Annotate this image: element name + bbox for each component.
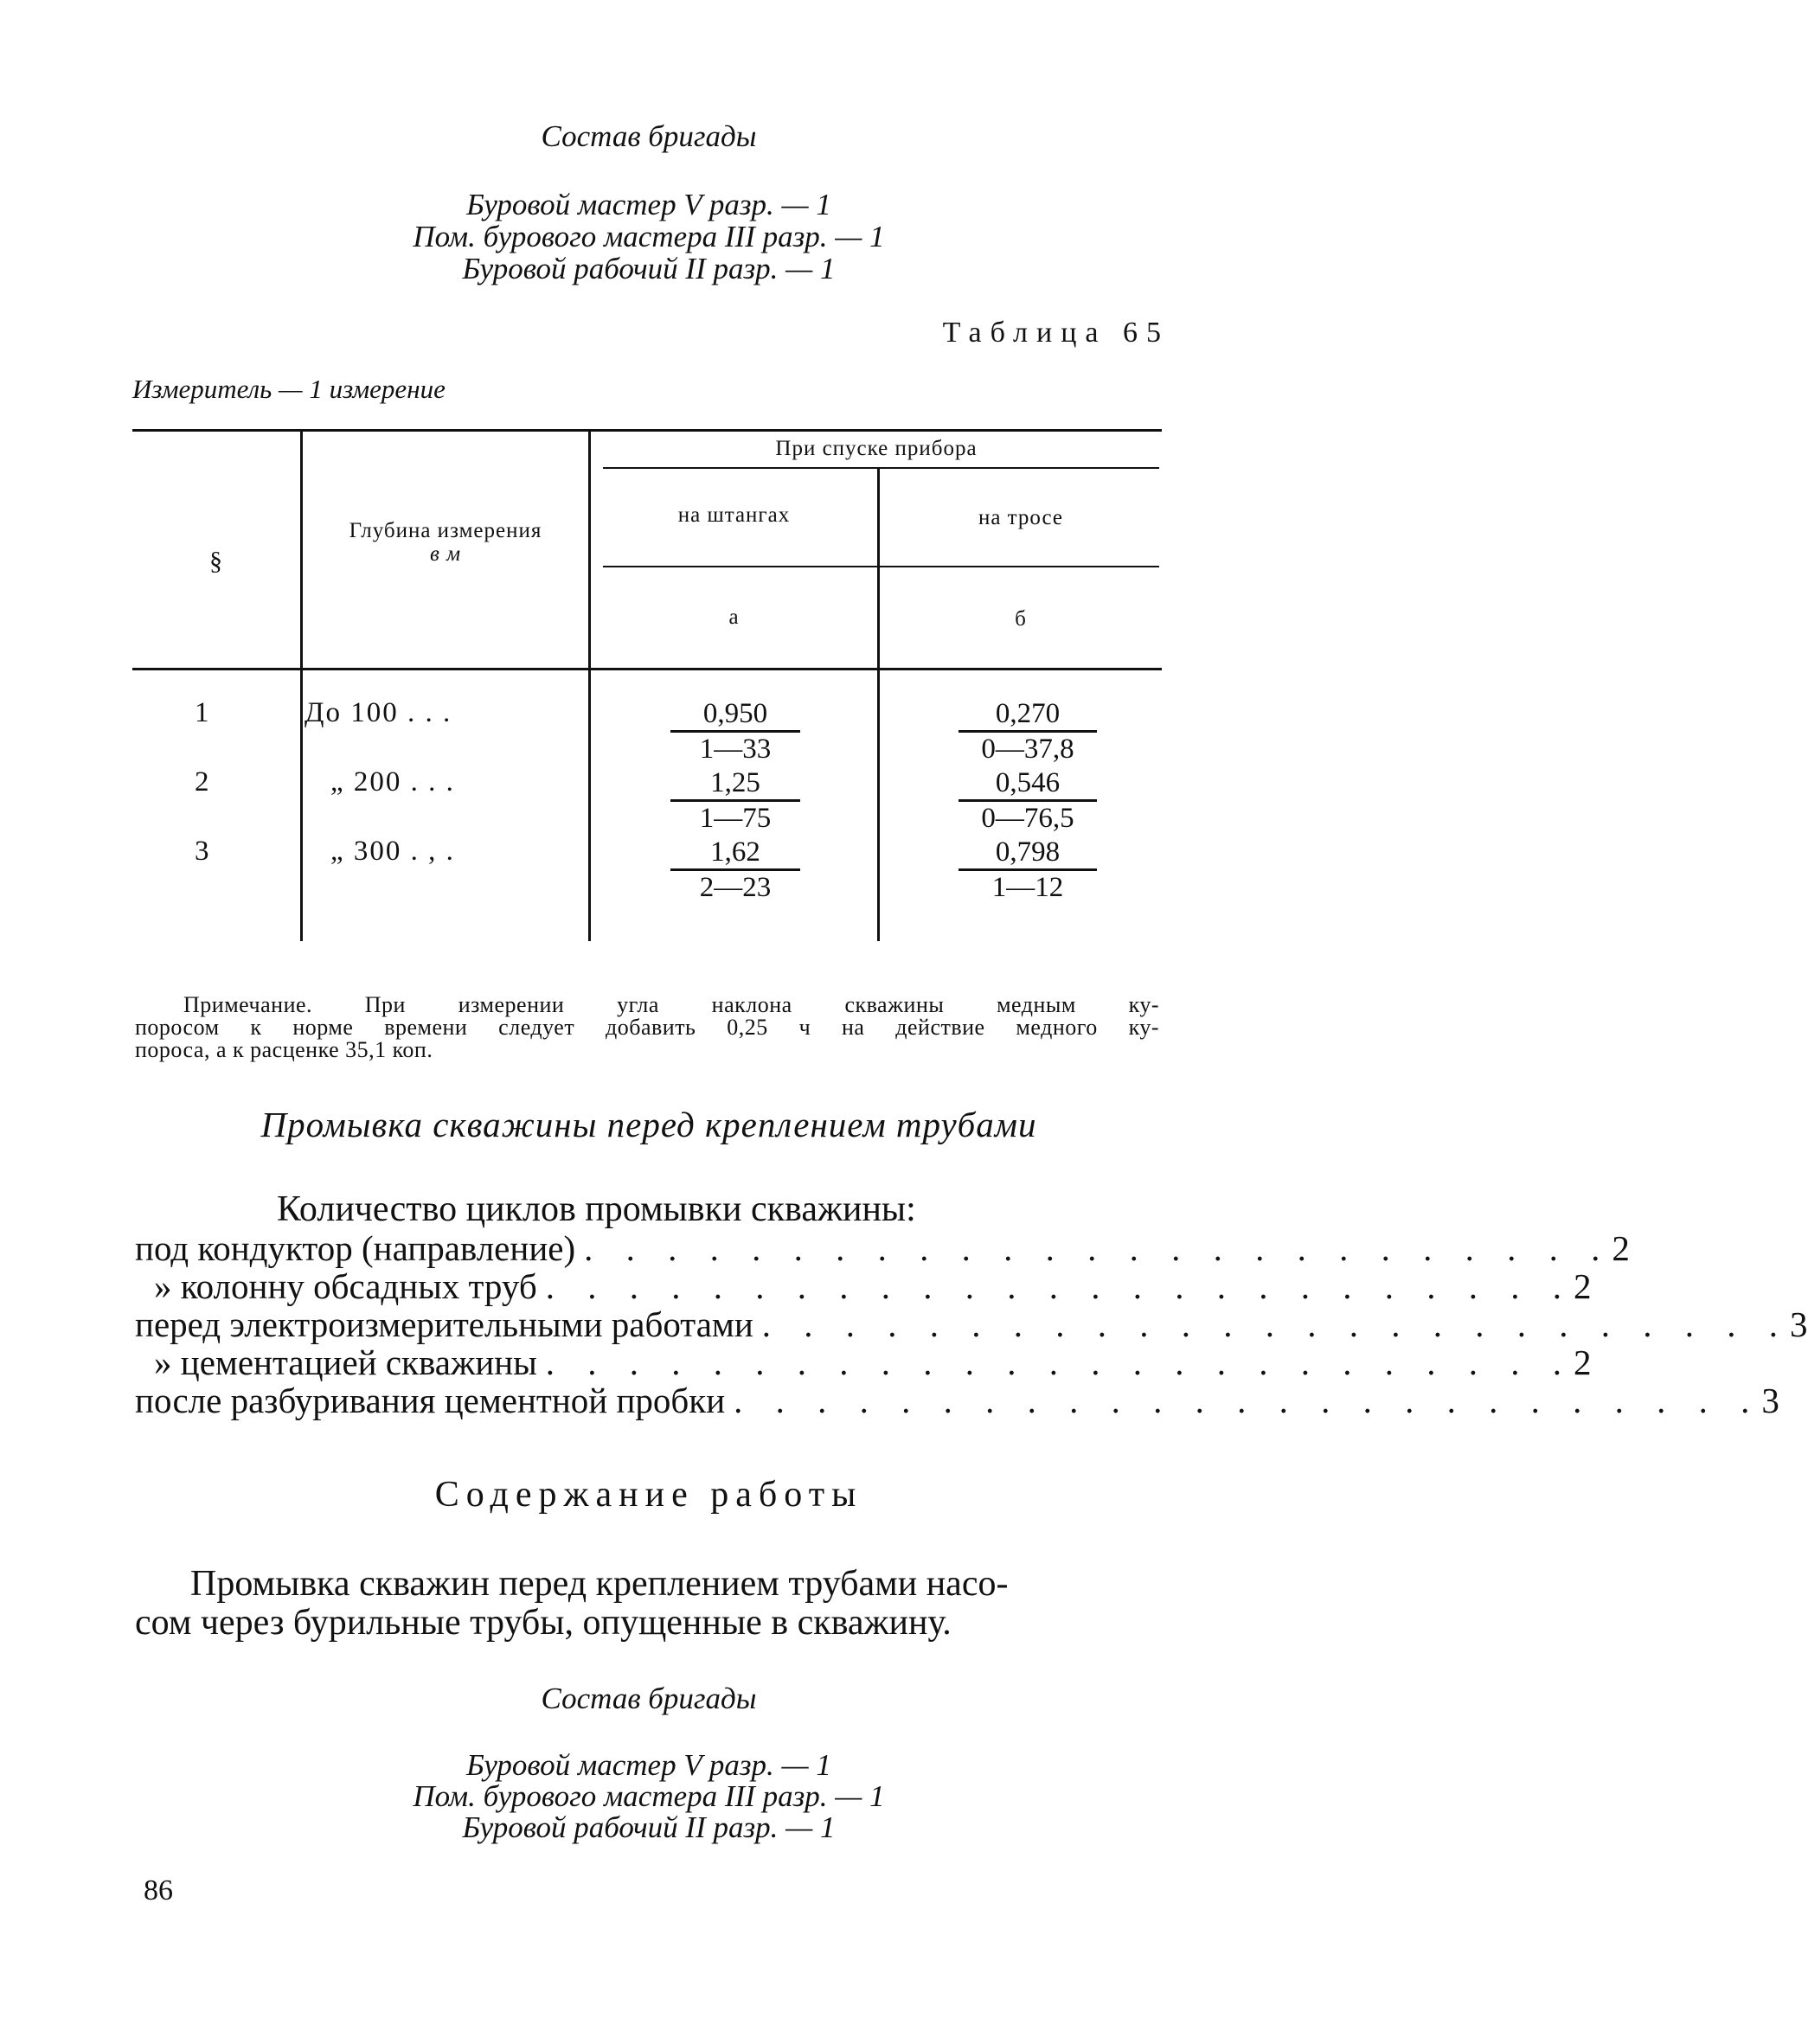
leader-dots: . . . . . . . . . . . . . . . . . . . . . . . . . bbox=[734, 1381, 1762, 1420]
header-depth-line2: в м bbox=[429, 542, 462, 566]
leader-dots: . . . . . . . . . . . . . . . . . . . . . . . . . bbox=[545, 1266, 1574, 1306]
header-section: § bbox=[209, 547, 223, 575]
table-header-bottom-rule bbox=[132, 668, 1162, 670]
row-2-col-b bbox=[958, 766, 1097, 835]
cycles-item-3-value: 3 bbox=[1790, 1304, 1808, 1344]
row-1-b-denominator: 0—37,8 bbox=[981, 734, 1074, 765]
row-3-a-denominator: 2—23 bbox=[699, 872, 772, 903]
crew-top-title: Состав бригады bbox=[541, 119, 757, 153]
row-3-b-denominator: 1—12 bbox=[991, 872, 1064, 903]
cycles-item-5-value: 3 bbox=[1761, 1381, 1779, 1420]
header-group: При спуске прибора bbox=[775, 437, 978, 460]
row-2-number: 2 bbox=[195, 766, 209, 798]
row-1-a-numerator: 0,950 bbox=[670, 697, 800, 733]
table-top-rule bbox=[132, 429, 1162, 432]
crew-bottom-line-2: Пом. бурового мастера III разр. — 1 bbox=[413, 1779, 885, 1813]
row-1-depth: До 100 . . . bbox=[305, 697, 452, 728]
cycles-item-2 bbox=[135, 1266, 1592, 1306]
leader-dots: . . . . . . . . . . . . . . . . . . . . . . . . . bbox=[545, 1342, 1574, 1382]
cycles-item-1-label: под кондуктор (направление) bbox=[135, 1228, 576, 1268]
header-col-b: на тросе bbox=[978, 506, 1064, 529]
row-2-b-numerator: 0,546 bbox=[958, 766, 1097, 802]
work-title: Содержание работы bbox=[434, 1475, 863, 1515]
table-col-divider-1 bbox=[300, 431, 303, 941]
row-3-number: 3 bbox=[195, 836, 209, 867]
cycles-item-4-value: 2 bbox=[1574, 1342, 1592, 1382]
crew-top-line-3: Буровой рабочий II разр. — 1 bbox=[462, 252, 836, 285]
row-1-a-denominator: 1—33 bbox=[699, 734, 772, 765]
header-depth-line1: Глубина измерения bbox=[349, 519, 542, 542]
cycles-item-5-label: после разбуривания цементной пробки bbox=[135, 1381, 726, 1420]
row-1-col-b bbox=[958, 697, 1097, 766]
cycles-item-4 bbox=[135, 1342, 1592, 1382]
cycles-title: Количество циклов промывки скважины: bbox=[277, 1189, 916, 1229]
row-3-depth: „ 300 . , . bbox=[330, 836, 455, 867]
row-3-col-a bbox=[670, 836, 800, 904]
table-measurer: Измеритель — 1 измерение bbox=[132, 374, 446, 404]
crew-top-line-1: Буровой мастер V разр. — 1 bbox=[466, 188, 831, 221]
row-2-depth: „ 200 . . . bbox=[330, 766, 455, 798]
page-number: 86 bbox=[144, 1874, 173, 1906]
crew-top-line-2: Пом. бурового мастера III разр. — 1 bbox=[413, 220, 885, 253]
note-line-1: Примечание. При измерении угла наклона скважины медным ку- bbox=[183, 992, 1159, 1017]
header-col-a: на штангах bbox=[677, 503, 791, 527]
section-title: Промывка скважины перед креплением трубами bbox=[260, 1105, 1037, 1144]
cycles-item-3-label: перед электроизмерительными работами bbox=[135, 1304, 753, 1344]
row-1-b-numerator: 0,270 bbox=[958, 697, 1097, 733]
cycles-item-4-label: » цементацией скважины bbox=[154, 1342, 537, 1382]
cycles-item-2-label: » колонну обсадных труб bbox=[154, 1266, 537, 1306]
table-caption: Таблица 65 bbox=[942, 317, 1170, 349]
row-2-col-a bbox=[670, 766, 800, 835]
row-2-a-denominator: 1—75 bbox=[699, 803, 772, 834]
leader-dots: . . . . . . . . . . . . . . . . . . . . . . . . . bbox=[584, 1228, 1612, 1268]
row-1-col-a bbox=[670, 697, 800, 766]
crew-bottom-title: Состав бригады bbox=[541, 1682, 757, 1715]
row-3-a-numerator: 1,62 bbox=[670, 836, 800, 871]
row-3-col-b bbox=[958, 836, 1097, 904]
row-1-number: 1 bbox=[195, 697, 209, 728]
cycles-item-1-value: 2 bbox=[1612, 1228, 1630, 1268]
table-group-rule bbox=[603, 467, 1159, 469]
row-2-a-numerator: 1,25 bbox=[670, 766, 800, 802]
cycles-item-2-value: 2 bbox=[1573, 1266, 1592, 1306]
crew-bottom-line-3: Буровой рабочий II разр. — 1 bbox=[462, 1810, 836, 1844]
crew-bottom-line-1: Буровой мастер V разр. — 1 bbox=[466, 1748, 831, 1782]
cycles-item-1 bbox=[135, 1228, 1630, 1268]
row-3-b-numerator: 0,798 bbox=[958, 836, 1097, 871]
cycles-item-3 bbox=[135, 1304, 1808, 1344]
work-line-1: Промывка скважин перед креплением трубами насо- bbox=[190, 1564, 1009, 1604]
header-letter-a: а bbox=[728, 606, 740, 629]
row-2-b-denominator: 0—76,5 bbox=[981, 803, 1074, 834]
table-subheader-rule bbox=[603, 566, 1159, 567]
cycles-item-5 bbox=[135, 1381, 1779, 1420]
note-line-2: поросом к норме времени следует добавить 0,25 ч на действие медного ку- bbox=[135, 1015, 1159, 1040]
table-col-divider-3 bbox=[877, 469, 880, 941]
header-letter-b: б bbox=[1015, 607, 1027, 631]
leader-dots: . . . . . . . . . . . . . . . . . . . . . . . . . bbox=[761, 1304, 1791, 1344]
work-line-2: сом через бурильные трубы, опущенные в скважину. bbox=[135, 1603, 952, 1643]
note-line-3: пороса, а к расценке 35,1 коп. bbox=[135, 1037, 433, 1062]
